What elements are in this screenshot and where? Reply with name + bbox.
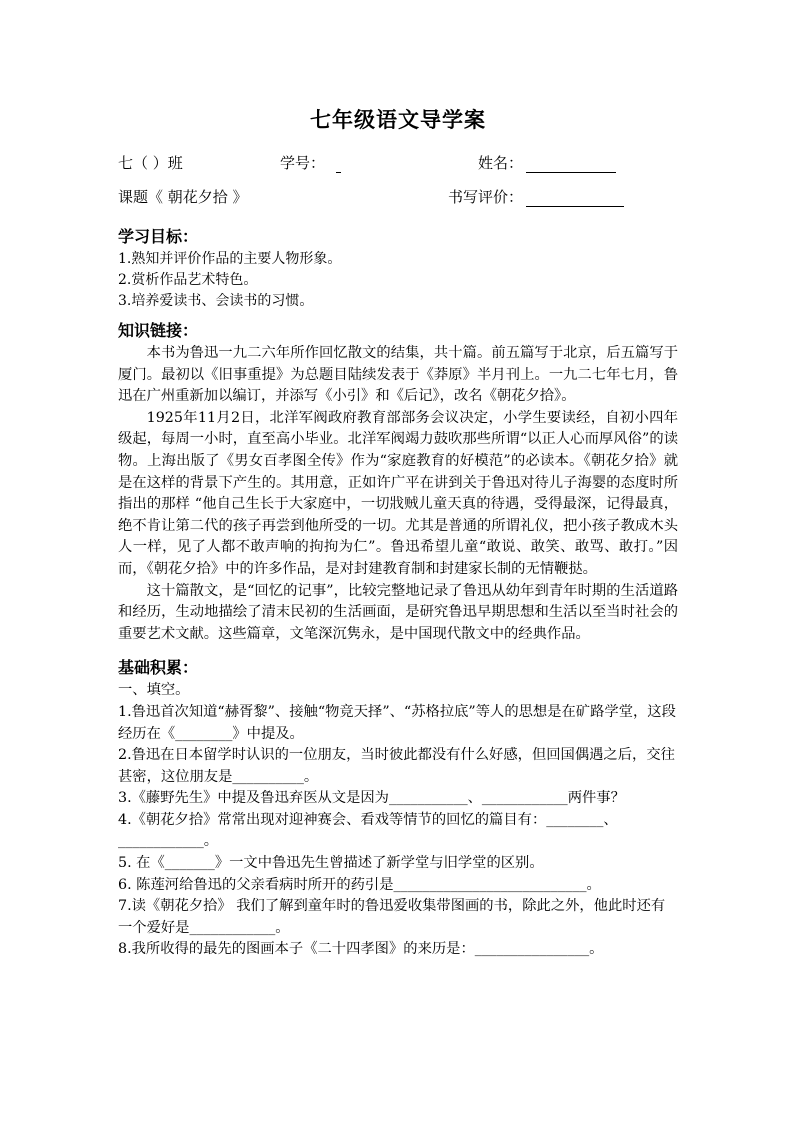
class-label: 七（ ）班 — [118, 154, 183, 172]
objective-item: 2.赏析作品艺术特色。 — [118, 272, 258, 288]
student-id-blank[interactable] — [336, 156, 341, 173]
topic-label: 课题《 朝花夕拾 》 — [118, 188, 248, 206]
knowledge-paragraph: 1925年11月2日，北洋军阀政府教育部部务会议决定，小学生要读经，自初小四年级起，每周一小时，直至高小毕业。北洋军阀竭力鼓吹那些所谓“以正人心而厚风俗”的读物。上海出版了《男女百孝图全传》作为“家庭教育的好模范”的必读本。《朝花夕拾》就是在这样的背景下产生的。其用意，正如许广平在讲到关于鲁迅对待儿子海婴的态度时所指出的那样 “他自己生长于大家庭中，一切戕贼儿童天真的待遇，受得最深，记得最真，绝不肯让第二代的孩子再尝到他所受的一切。尤其是普通的所谓礼仪，把小孩子教成木头人一样，见了人都不敢声响的拘拘为仁”。鲁迅希望儿童“敢说、敢笑、敢骂、敢打。”因而，《朝花夕拾》中的许多作品，是对封建教育制和封建家长制的无情鞭挞。 — [118, 409, 678, 577]
question-4: 4.《朝花夕拾》常常出现对迎神赛会、看戏等情节的回忆的篇目有：________、 — [118, 811, 618, 828]
section-label: 一、填空。 — [118, 682, 190, 699]
objective-item: 1.熟知并评价作品的主要人物形象。 — [118, 251, 342, 267]
writing-evaluation-label: 书写评价： — [448, 188, 524, 206]
page-title: 七年级语文导学案 — [310, 107, 486, 132]
question-7: 7.读《朝花夕拾》 我们了解到童年时的鲁迅爱收集带图画的书，除此之外，他此时还有一个爱好是____________。 — [118, 898, 666, 936]
question-4-continued: ____________。 — [118, 833, 219, 850]
objectives-heading: 学习目标： — [118, 227, 199, 246]
student-info-row — [118, 152, 678, 186]
topic-row — [118, 186, 678, 220]
student-id-label: 学号： — [280, 154, 326, 172]
knowledge-paragraph: 这十篇散文，是“回忆的记事”，比较完整地记录了鲁迅从幼年到青年时期的生活道路和经历，生动地描绘了清末民初的生活画面，是研究鲁迅早期思想和生活以至当时社会的重要艺术文献。这些篇章，文笔深沉隽永，是中国现代散文中的经典作品。 — [118, 582, 678, 642]
objective-item: 3.培养爱读书、会读书的习惯。 — [118, 293, 314, 309]
question-8: 8.我所收得的最先的图画本子《二十四孝图》的来历是：________________。 — [118, 941, 604, 958]
knowledge-paragraph: 本书为鲁迅一九二六年所作回忆散文的结集，共十篇。前五篇写于北京，后五篇写于厦门。最初以《旧事重提》为总题目陆续发表于《莽原》半月刊上。一九二七年七月，鲁迅在广州重新加以编订，并添写《小引》和《后记》，改名《朝花夕拾》。 — [118, 345, 678, 405]
question-1: 1.鲁迅首次知道“赫胥黎”、接触“物竞天择”、“苏格拉底”等人的思想是在矿路学堂，这段经历在《________》中提及。 — [118, 703, 676, 742]
question-5: 5. 在《_______》一文中鲁迅先生曾描述了新学堂与旧学堂的区别。 — [118, 855, 544, 872]
name-blank[interactable] — [526, 156, 616, 173]
question-2: 2.鲁迅在日本留学时认识的一位朋友，当时彼此都没有什么好感，但回国偶遇之后，交往甚密，这位朋友是__________。 — [118, 747, 675, 785]
question-6: 6. 陈莲河给鲁迅的父亲看病时所开的药引是___________________________。 — [118, 876, 601, 893]
name-label: 姓名： — [478, 154, 524, 172]
worksheet-page — [118, 96, 678, 961]
question-3: 3.《藤野先生》中提及鲁迅弃医从文是因为___________、____________两件事？ — [118, 790, 625, 807]
knowledge-heading: 知识链接： — [118, 321, 199, 340]
basics-heading: 基础积累： — [118, 658, 199, 678]
writing-evaluation-blank[interactable] — [526, 190, 624, 207]
